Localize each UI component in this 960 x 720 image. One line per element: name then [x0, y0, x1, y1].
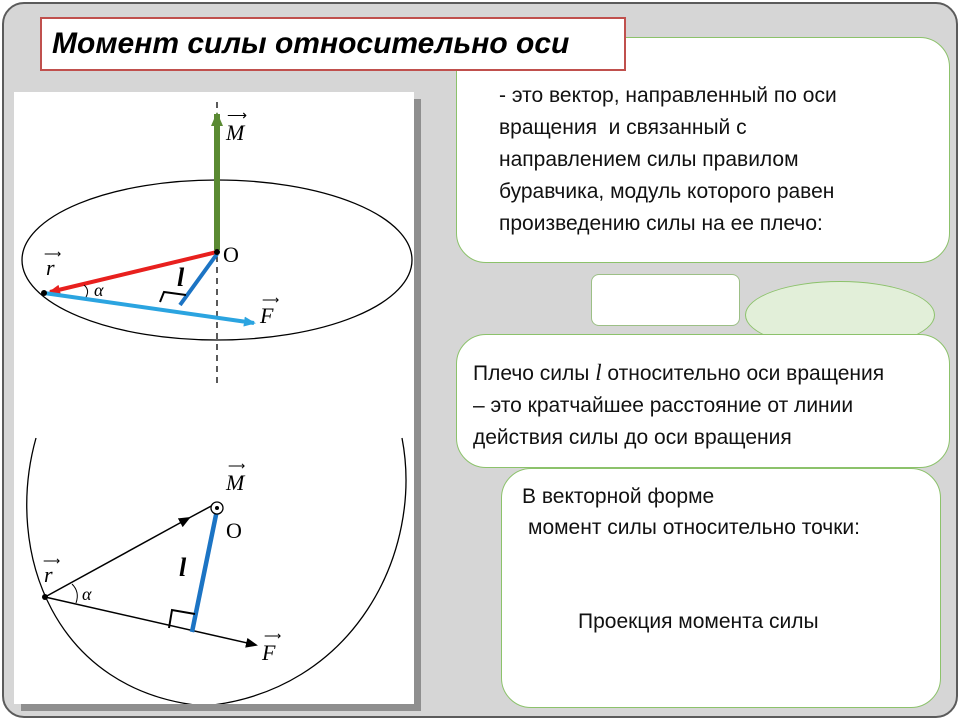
radius-label-top: r [46, 255, 55, 280]
angle-label-bottom: α [82, 584, 92, 604]
moment-vector-mark-top: ⟶ [227, 109, 248, 124]
origin-label-bottom: O [226, 518, 242, 543]
moment-dot-center [215, 506, 219, 510]
arm-line-bottom [192, 510, 217, 632]
force-vector-arrow-bottom [45, 597, 256, 645]
arm-text-before: Плечо силы [473, 362, 596, 385]
definition-line: вращения и связанный с [499, 116, 747, 139]
definition-line: буравчика, модуль которого равен [499, 180, 835, 203]
arm-symbol: l [595, 360, 602, 385]
radius-vector-mark-top: ⟶ [44, 247, 62, 261]
vector-form-box [501, 468, 941, 708]
moment-label-top: M [226, 120, 245, 145]
force-vector-arrow [44, 293, 254, 323]
force-point-bottom [42, 594, 48, 600]
formula-placeholder-box [591, 274, 740, 326]
force-label-bottom: F [262, 640, 276, 665]
origin-point-top [214, 249, 220, 255]
arm-label-top: l [177, 263, 185, 292]
vector-form-heading: В векторной форме [522, 485, 715, 508]
angle-label-top: α [94, 280, 104, 300]
arm-line-1 [473, 357, 943, 390]
angle-arc-top [84, 285, 88, 297]
moment-vector-mark-bottom: ⟶ [228, 459, 246, 473]
moment-projection-label: Проекция момента силы [578, 610, 819, 633]
arm-definition-box [456, 334, 950, 468]
force-label-top: F [260, 303, 274, 328]
arm-text-after: относительно оси вращения [601, 362, 885, 385]
rotation-circle-arc [27, 438, 406, 704]
arm-line-3: действия силы до оси вращения [473, 426, 792, 449]
force-vector-mark-top: ⟶ [262, 293, 280, 307]
vector-form-subheading: момент силы относительно точки: [528, 516, 861, 539]
radius-vector-mark-bottom: ⟶ [43, 554, 61, 568]
moment-diagram [14, 92, 414, 704]
arm-label-bottom: l [179, 553, 187, 582]
radius-label-bottom: r [44, 562, 53, 587]
arm-line-top [180, 254, 217, 305]
definition-line: - это вектор, направленный по оси [499, 84, 837, 107]
definition-line: направлением силы правилом [499, 148, 799, 171]
force-vector-mark-bottom: ⟶ [264, 629, 282, 643]
definition-line: произведению силы на ее плечо: [499, 212, 823, 235]
slide-frame [2, 2, 958, 718]
arm-line-2: – это кратчайшее расстояние от линии [473, 394, 854, 417]
angle-arc-bottom [72, 584, 77, 603]
figure-panel [14, 92, 414, 704]
radius-vector-arrow-bottom [45, 518, 189, 597]
moment-label-bottom: M [226, 470, 245, 495]
origin-label-top: O [223, 242, 239, 267]
slide-title: Момент силы относительно оси [40, 17, 626, 71]
force-point-top [41, 290, 47, 296]
